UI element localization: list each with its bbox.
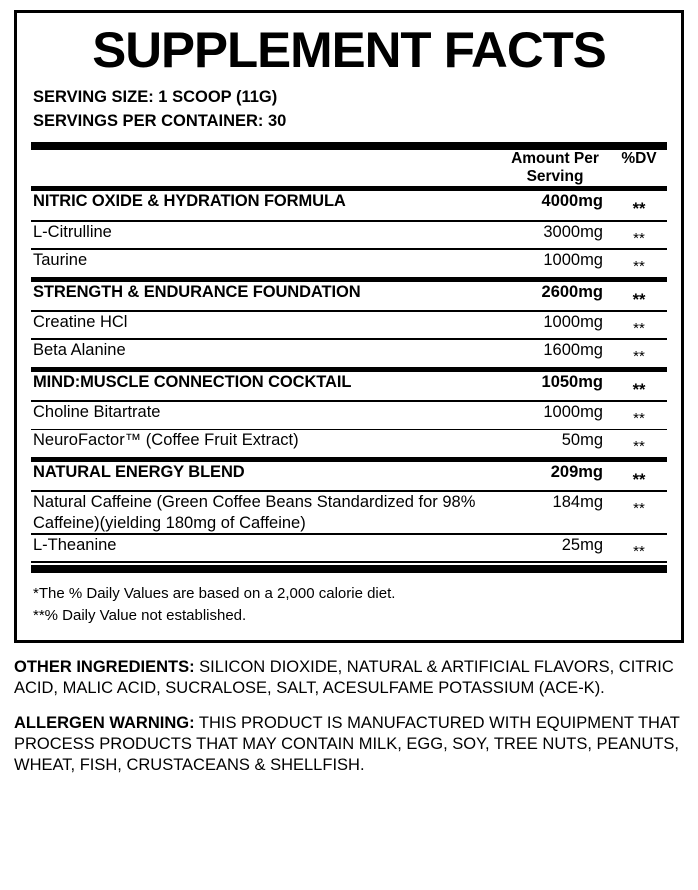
- bottom-text: [14, 657, 684, 777]
- table-row: [31, 250, 667, 277]
- header-amount-per-serving: [499, 150, 611, 187]
- ingredient-amount: 50mg: [561, 431, 603, 450]
- table-row: [31, 535, 667, 562]
- other-ingredients: [14, 657, 684, 699]
- ingredient-dv: **: [632, 200, 646, 219]
- ingredient-dv: **: [632, 470, 646, 489]
- other-ingredients-label: OTHER INGREDIENTS:: [14, 657, 195, 676]
- table-row: [31, 402, 667, 429]
- header-amount-line2: Serving: [526, 168, 584, 186]
- ingredient-name: Choline Bitartrate: [33, 402, 161, 421]
- facts-table: [31, 150, 667, 187]
- ingredient-dv: **: [633, 347, 645, 365]
- ingredient-amount: 209mg: [550, 462, 603, 481]
- header-dv: %DV: [621, 149, 657, 167]
- allergen-warning: [14, 713, 684, 776]
- ingredient-amount: 25mg: [561, 535, 603, 554]
- ingredient-amount: 3000mg: [543, 222, 603, 241]
- ingredient-amount: 184mg: [552, 492, 603, 511]
- serving-info: [33, 86, 667, 134]
- table-row: [31, 282, 667, 311]
- ingredient-name: Natural Caffeine (Green Coffee Beans Standardized for 98% Caffeine)(yielding 180mg of Caffeine): [33, 492, 476, 532]
- footnote-dv-not-established: **% Daily Value not established.: [33, 607, 247, 625]
- other-ingredients-text: SILICON DIOXIDE, NATURAL & ARTIFICIAL FLAVORS, CITRIC ACID, MALIC ACID, SUCRALOSE, SALT, ACESULFAME POTASSIUM (ACE-K).: [14, 657, 674, 698]
- ingredient-amount: 1050mg: [541, 372, 603, 391]
- divider-bottom-thick: [31, 565, 667, 573]
- ingredient-amount: 1000mg: [543, 402, 603, 421]
- table-row: [31, 492, 667, 533]
- footnote-daily-values: *The % Daily Values are based on a 2,000 calorie diet.: [33, 584, 396, 602]
- table-row: [31, 372, 667, 401]
- ingredient-name: L-Theanine: [33, 535, 117, 554]
- ingredient-dv: **: [633, 542, 645, 560]
- supplement-facts-panel: [14, 10, 684, 643]
- table-row: [31, 222, 667, 249]
- table-row: [31, 340, 667, 367]
- allergen-warning-text: THIS PRODUCT IS MANUFACTURED WITH EQUIPMENT THAT PROCESS PRODUCTS THAT MAY CONTAIN MILK, EGG, SOY, TREE NUTS, PEANUTS, WHEAT, FISH, CRUSTACEANS & SHELLFISH.: [14, 714, 680, 775]
- ingredient-amount: 4000mg: [541, 192, 603, 211]
- ingredient-dv: **: [632, 380, 646, 399]
- ingredient-dv: **: [633, 229, 645, 247]
- ingredient-dv: **: [633, 257, 645, 275]
- header-amount-line1: Amount Per: [511, 149, 599, 167]
- table-header-row: [31, 150, 667, 187]
- serving-size: SERVING SIZE: 1 SCOOP (11G): [33, 88, 278, 106]
- allergen-warning-label: ALLERGEN WARNING:: [14, 714, 195, 733]
- divider-row-last: [31, 561, 667, 563]
- ingredient-amount: 1000mg: [543, 250, 603, 269]
- header-nutrient: [31, 150, 499, 187]
- blend-name: MIND:MUSCLE CONNECTION COCKTAIL: [33, 372, 352, 391]
- table-row: [31, 462, 667, 491]
- facts-rows: [31, 191, 667, 563]
- blend-name: NITRIC OXIDE & HYDRATION FORMULA: [33, 192, 346, 211]
- ingredient-dv: **: [633, 319, 645, 337]
- divider-top-thick: [31, 142, 667, 150]
- blend-name: NATURAL ENERGY BLEND: [33, 462, 245, 481]
- table-row: [31, 312, 667, 339]
- ingredient-dv: **: [633, 438, 645, 456]
- ingredient-dv: **: [632, 290, 646, 309]
- ingredient-name: Beta Alanine: [33, 340, 126, 359]
- ingredient-name: NeuroFactor™ (Coffee Fruit Extract): [33, 431, 299, 450]
- footnotes: [31, 573, 667, 628]
- ingredient-amount: 2600mg: [541, 282, 603, 301]
- table-row: [31, 430, 667, 457]
- servings-per-container: SERVINGS PER CONTAINER: 30: [33, 111, 287, 130]
- ingredient-name: Taurine: [33, 250, 88, 269]
- page-title: SUPPLEMENT FACTS: [92, 22, 606, 78]
- blend-name: STRENGTH & ENDURANCE FOUNDATION: [33, 282, 361, 301]
- ingredient-amount: 1000mg: [543, 312, 603, 331]
- ingredient-dv: **: [633, 499, 645, 517]
- ingredient-name: Creatine HCl: [33, 312, 128, 331]
- ingredient-amount: 1600mg: [543, 340, 603, 359]
- ingredient-name: L-Citrulline: [33, 222, 112, 241]
- ingredient-dv: **: [633, 409, 645, 427]
- table-row: [31, 191, 667, 220]
